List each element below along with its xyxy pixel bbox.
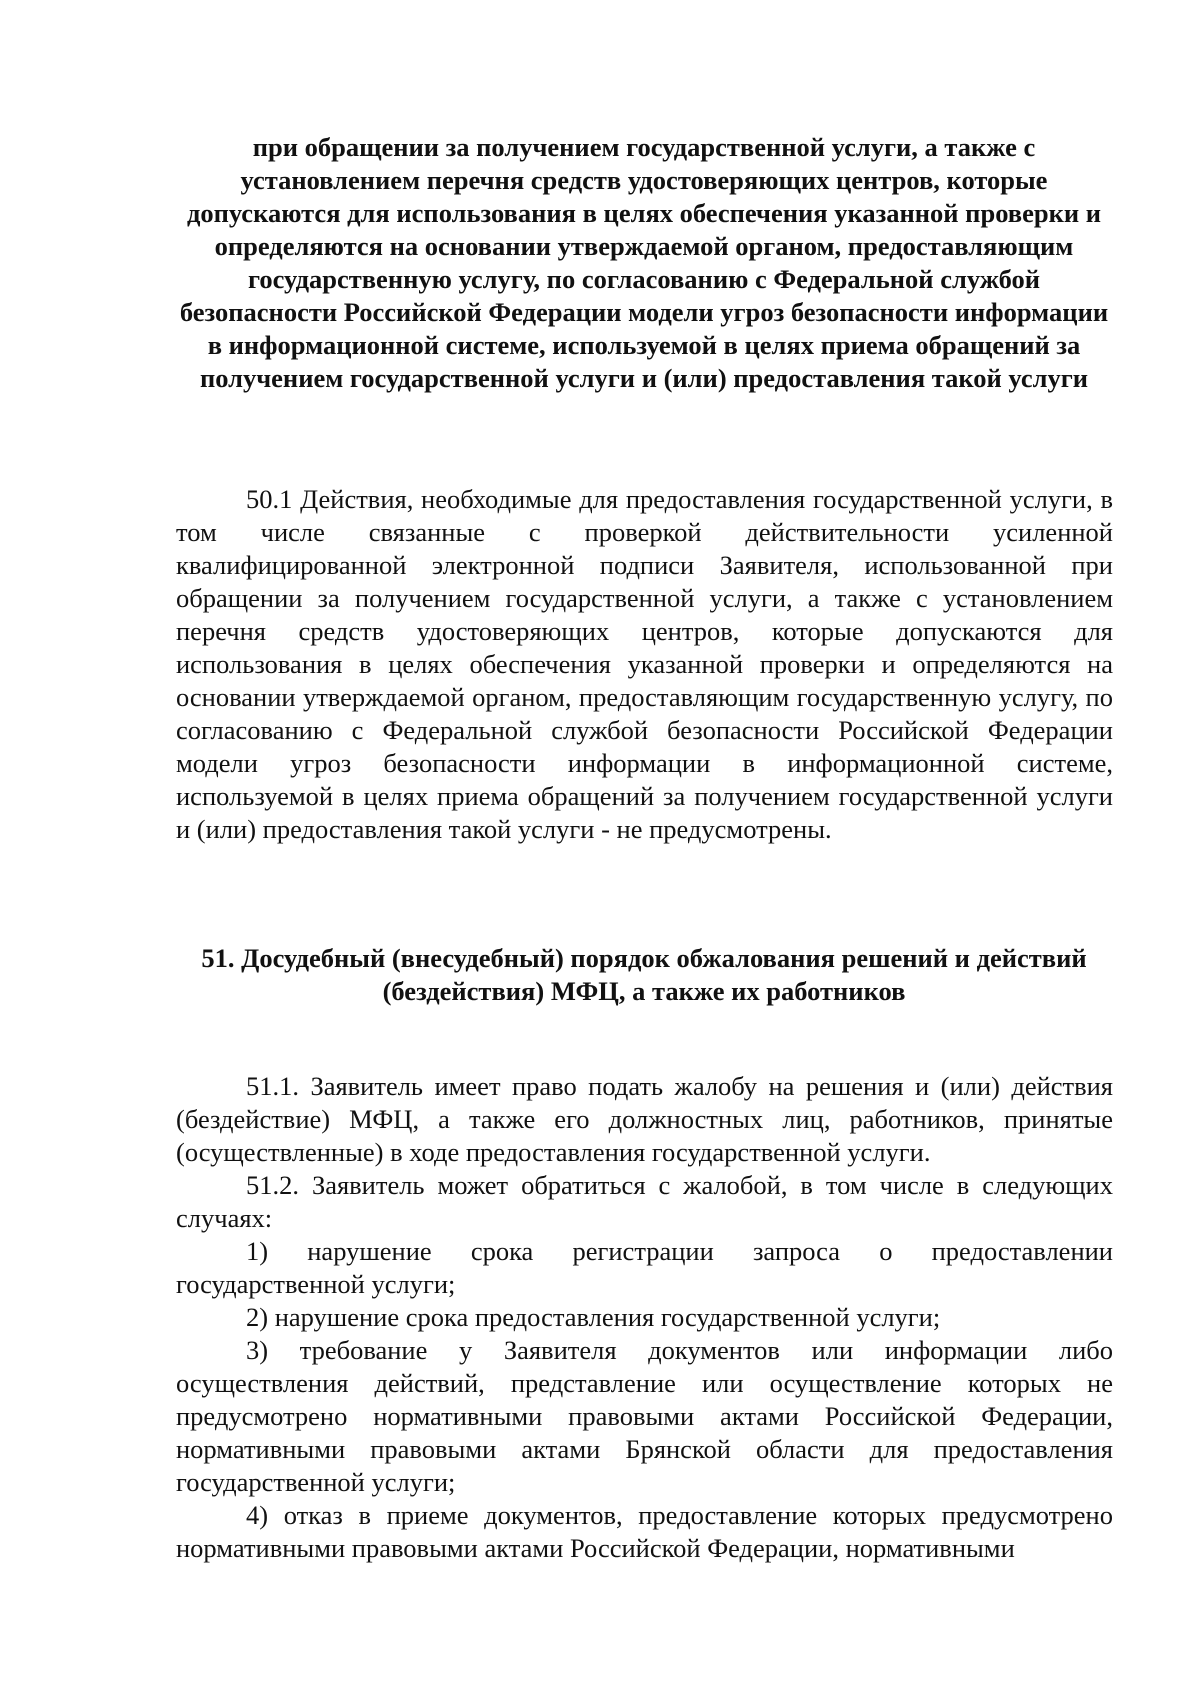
section-50-heading: при обращении за получением государственной услуги, а также с установлением перечня средств удостоверяющих центров, которые допускаются для использования в целях обеспечения указанной проверки и определяются на основании утверждаемой органом, предоставляющим государственную услугу, по согласованию с Федеральной службой безопасности Российской Федерации модели угроз безопасности информации в информационной системе, используемой в целях приема обращений за получением государственной услуги и (или) предоставления такой услуги [179,132,1109,393]
paragraph-51-2: 51.2. Заявитель может обратиться с жалобой, в том числе в следующих случаях: [176,1170,1113,1233]
list-item: 2) нарушение срока предоставления государственной услуги; [246,1302,941,1332]
section-51-heading: 51. Досудебный (внесудебный) порядок обжалования решений и действий (бездействия) МФЦ, а также их работников [201,943,1087,1006]
list-item: 4) отказ в приеме документов, предоставление которых предусмотрено нормативными правовыми актами Российской Федерации, нормативными [176,1500,1113,1563]
paragraph-50-1: 50.1 Действия, необходимые для предоставления государственной услуги, в том числе связанные с проверкой действительности усиленной квалифицированной электронной подписи Заявителя, использованной при обращении за получением государственной услуги, а также с установлением перечня средств удостоверяющих центров, которые допускаются для использования в целях обеспечения указанной проверки и определяются на основании утверждаемой органом, предоставляющим государственную услугу, по согласованию с Федеральной службой безопасности Российской Федерации модели угроз безопасности информации в информационной системе, используемой в целях приема обращений за получением государственной услуги и (или) предоставления такой услуги - не предусмотрены. [176,484,1113,844]
paragraph-51-1: 51.1. Заявитель имеет право подать жалобу на решения и (или) действия (бездействие) МФЦ, а также его должностных лиц, работников, принятые (осуществленные) в ходе предоставления государственной услуги. [176,1071,1113,1167]
list-item: 3) требование у Заявителя документов или информации либо осуществления действий, представление или осуществление которых не предусмотрено нормативными правовыми актами Российской Федерации, нормативными правовыми актами Брянской области для предоставления государственной услуги; [176,1335,1113,1497]
list-item: 1) нарушение срока регистрации запроса о предоставлении государственной услуги; [176,1236,1113,1299]
